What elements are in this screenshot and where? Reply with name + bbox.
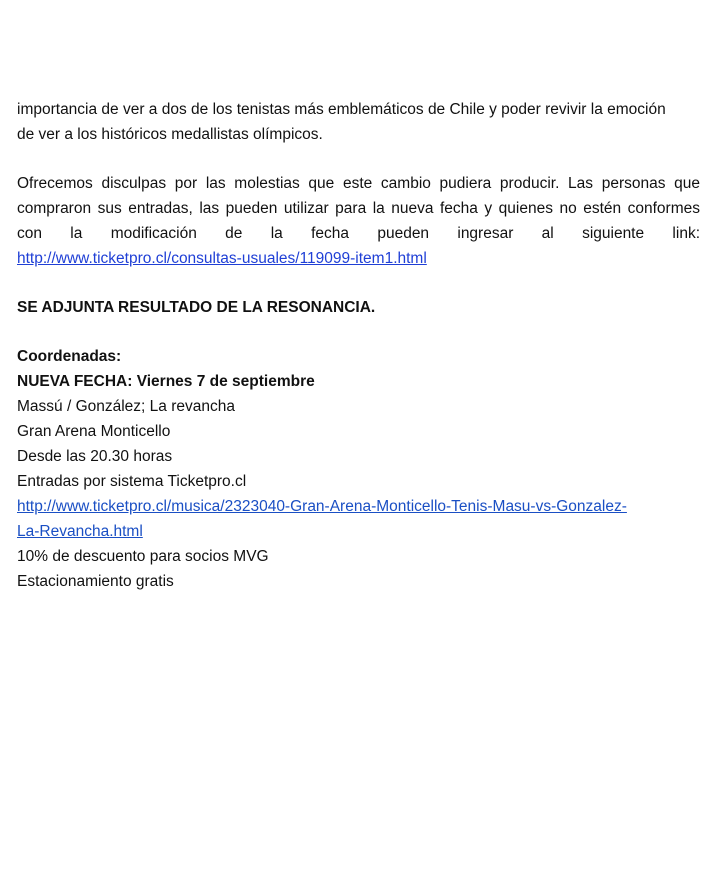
spacer <box>17 320 700 344</box>
paragraph-apology <box>17 171 700 271</box>
consultas-link[interactable]: http://www.ticketpro.cl/consultas-usuales/119099-item1.html <box>17 250 427 267</box>
event-parking: Estacionamiento gratis <box>17 573 174 590</box>
tickets-link-part-2[interactable]: La-Revancha.html <box>17 523 143 540</box>
spacer <box>17 147 700 171</box>
event-details <box>17 344 700 594</box>
paragraph-apology-line-2: compraron sus entradas, las pueden utilizar para la nueva fecha y quienes no estén conformes <box>17 200 700 217</box>
paragraph-intro-line-1: importancia de ver a dos de los tenistas más emblemáticos de Chile y poder revivir la emoción <box>17 101 666 118</box>
tickets-link-part-1[interactable]: http://www.ticketpro.cl/musica/2323040-Gran-Arena-Monticello-Tenis-Masu-vs-Gonzalez- <box>17 498 627 515</box>
spacer <box>17 271 700 295</box>
event-tickets: Entradas por sistema Ticketpro.cl <box>17 473 247 490</box>
event-title: Massú / González; La revancha <box>17 398 235 415</box>
paragraph-apology-line-1: Ofrecemos disculpas por las molestias que este cambio pudiera producir. Las personas que <box>17 175 700 192</box>
attachment-note: SE ADJUNTA RESULTADO DE LA RESONANCIA. <box>17 299 376 316</box>
paragraph-intro <box>17 97 700 147</box>
details-heading: Coordenadas: <box>17 348 122 365</box>
paragraph-apology-line-3: con la modificación de la fecha pueden ingresar al siguiente link: <box>17 225 700 242</box>
document-page <box>17 97 700 594</box>
event-venue: Gran Arena Monticello <box>17 423 171 440</box>
event-discount: 10% de descuento para socios MVG <box>17 548 269 565</box>
paragraph-intro-line-2: de ver a los históricos medallistas olímpicos. <box>17 126 323 143</box>
new-date: NUEVA FECHA: Viernes 7 de septiembre <box>17 373 315 390</box>
event-time: Desde las 20.30 horas <box>17 448 173 465</box>
